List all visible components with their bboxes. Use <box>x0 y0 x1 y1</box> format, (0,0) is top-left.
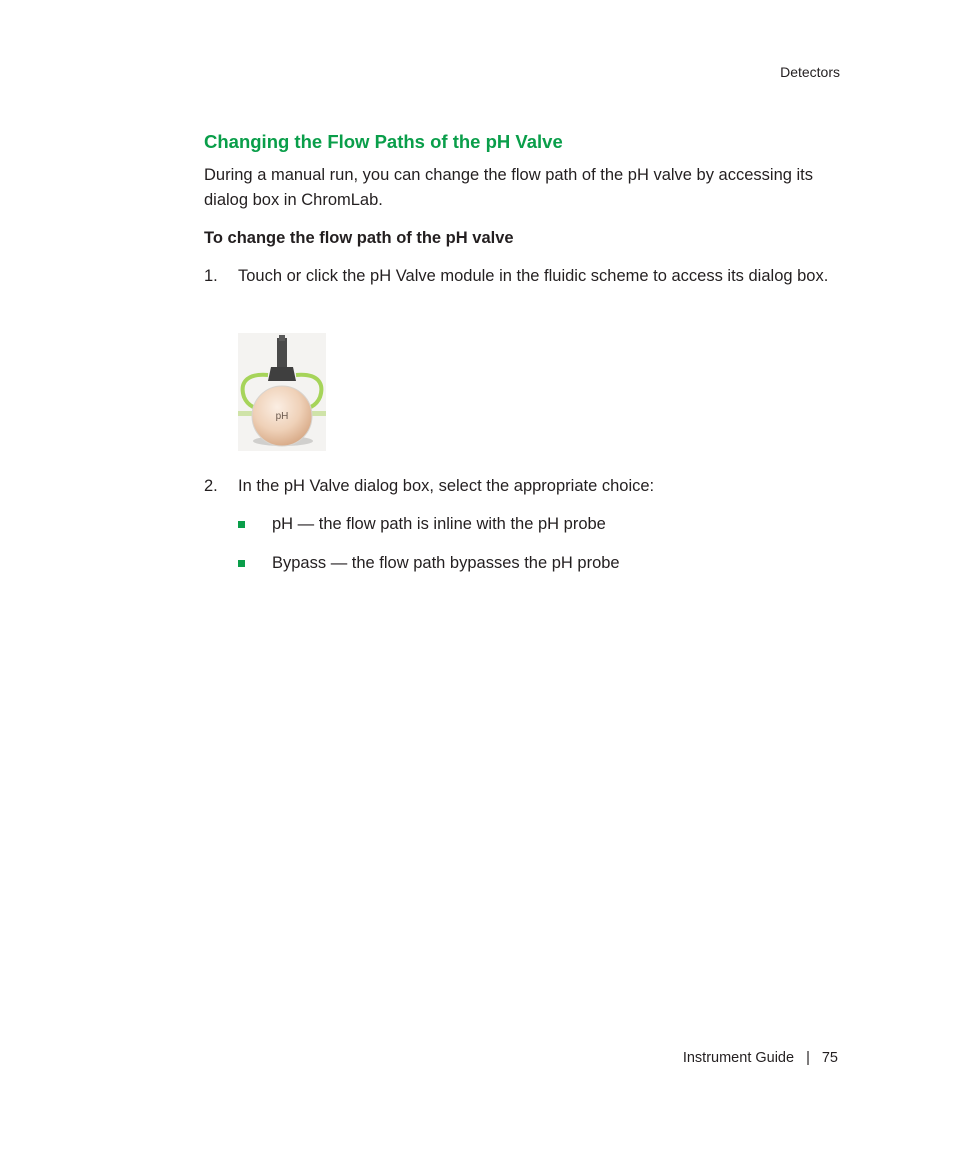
section-title: Changing the Flow Paths of the pH Valve <box>204 131 563 152</box>
square-bullet-icon <box>238 521 245 528</box>
step-text: In the pH Valve dialog box, select the appropriate choice: <box>238 477 655 495</box>
step-number: 2. <box>204 477 218 495</box>
running-header: Detectors <box>780 64 840 80</box>
bullet-text: Bypass — the flow path bypasses the pH probe <box>272 554 620 572</box>
ph-valve-label: pH <box>275 411 289 422</box>
page-number: 75 <box>821 1050 838 1066</box>
footer-guide-title: Instrument Guide <box>682 1050 795 1066</box>
step-text: Touch or click the pH Valve module in the fluidic scheme to access its dialog box. <box>238 267 829 285</box>
square-bullet-icon <box>238 560 245 567</box>
ph-valve-icon <box>238 333 326 451</box>
procedure-heading: To change the flow path of the pH valve <box>204 229 514 247</box>
step-number: 1. <box>204 267 218 285</box>
intro-paragraph: During a manual run, you can change the flow path of the pH valve by accessing its dialog box in ChromLab. <box>204 166 814 209</box>
page-footer <box>683 1050 838 1066</box>
footer-separator: | <box>806 1050 810 1066</box>
bullet-text: pH — the flow path is inline with the pH probe <box>272 515 606 533</box>
